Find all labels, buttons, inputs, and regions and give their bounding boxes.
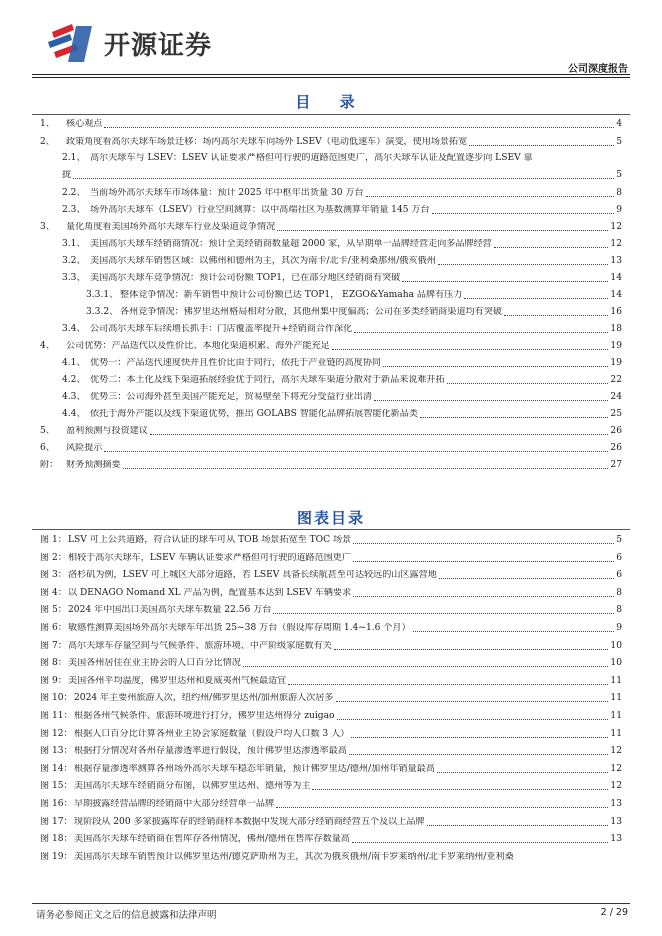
- entry-page: 12: [610, 239, 622, 249]
- entry-number: 2.3、: [62, 205, 86, 215]
- entry-text: 整体竞争情况：新车销售中预计公司份额已达 TOP1， EZGO&Yamaha 品牌有压力: [120, 290, 463, 300]
- dot-leader: [353, 561, 614, 562]
- entry-text: 根据人口百分比计算各州业主协会家庭数量（假设户均人口数 3 人）: [74, 728, 350, 739]
- dot-leader: [374, 400, 609, 401]
- toc-entry[interactable]: [62, 375, 622, 386]
- figure-entry[interactable]: [40, 676, 622, 687]
- dot-leader: [123, 468, 609, 469]
- header-divider: [32, 74, 630, 75]
- entry-number: 图 5：: [40, 605, 67, 616]
- entry-number: 3.4、: [62, 324, 86, 334]
- entry-number: 图 11：: [40, 711, 73, 721]
- entry-text: 美国高尔夫球车竞争情况：预计公司份额 TOP1，已在部分地区经销商有突破: [90, 273, 401, 283]
- dot-leader: [277, 230, 608, 231]
- dot-leader: [447, 383, 609, 384]
- toc-title-rule: [32, 114, 630, 115]
- figure-entry[interactable]: [40, 658, 622, 669]
- entry-page: 8: [616, 587, 622, 598]
- dot-leader: [334, 649, 609, 650]
- entry-text: 当前场外高尔夫球车市场体量：预计 2025 年中枢年出货量 30 万台: [90, 188, 364, 198]
- figure-entry[interactable]: [40, 746, 622, 757]
- dot-leader: [337, 719, 609, 720]
- entry-text: 2024 年主要州旅游人次，纽约州/佛罗里达州/加州旅游人次居多: [74, 693, 334, 704]
- toc-entry[interactable]: [62, 205, 622, 216]
- dot-leader: [336, 701, 609, 702]
- dot-leader: [383, 366, 608, 367]
- toc-entry[interactable]: [62, 239, 622, 250]
- entry-number: 图 10：: [40, 693, 73, 704]
- figure-entry[interactable]: [40, 852, 622, 863]
- entry-page: 24: [610, 392, 622, 402]
- entry-text: 风险提示: [66, 443, 103, 453]
- entry-text: 各州竞争情况：佛罗里达州格局相对分散，其他州集中度偏高；公司在多类经销商渠道均有突破: [120, 307, 502, 317]
- entry-text: 优势三：公司海外甚至美国产能充足，贸易壁垒下将充分受益行业出清: [90, 392, 372, 402]
- dot-leader: [437, 772, 609, 773]
- toc-entry[interactable]: [62, 392, 622, 403]
- figure-entry[interactable]: [40, 711, 622, 722]
- entry-number: 图 16：: [40, 799, 73, 809]
- entry-number: 3、: [40, 222, 55, 232]
- entry-number: 2.2、: [62, 188, 86, 198]
- entry-number: 2.1、: [62, 153, 86, 163]
- toc-entry[interactable]: [62, 358, 622, 369]
- entry-number: 4.4、: [62, 409, 86, 419]
- entry-page: 4: [616, 119, 622, 129]
- entry-text: 美国高尔夫球车经销商分布图，以佛罗里达州、德州等为主: [74, 781, 311, 792]
- dot-leader: [312, 789, 608, 790]
- dot-leader: [104, 451, 608, 452]
- toc-entry[interactable]: [62, 256, 622, 267]
- dot-leader: [402, 281, 608, 282]
- figure-entry[interactable]: [40, 693, 622, 704]
- entry-page: 26: [610, 426, 622, 436]
- entry-number: 图 6：: [40, 623, 67, 633]
- entry-text: 以 DENAGO Nomand XL 产品为例，配置基本达到 LSEV 车辆要求: [68, 587, 352, 598]
- entry-number: 图 9：: [40, 675, 67, 686]
- figure-entry[interactable]: [40, 799, 622, 810]
- dot-leader: [351, 737, 608, 738]
- entry-page: 25: [610, 409, 622, 419]
- entry-page: 27: [610, 460, 622, 470]
- toc-entry[interactable]: [40, 119, 622, 130]
- entry-text: 根据存量渗透率测算各州场外高尔夫球车稳态年销量，预计佛罗里达/德州/加州年销量最高: [74, 763, 435, 774]
- toc-entry[interactable]: [62, 188, 622, 199]
- entry-page: 18: [610, 324, 622, 334]
- entry-page: 13: [610, 816, 622, 827]
- entry-text: 公司优势：产品迭代以及性价比、本地化渠道积累、海外产能充足: [66, 341, 330, 351]
- entry-text: 高尔夫球车与 LSEV：LSEV 认证要求严格但可行驶的道路范围更广，高尔夫球车认证及配置逐步向 LSEV 靠: [90, 153, 533, 163]
- dot-leader: [273, 613, 614, 614]
- entry-number: 5、: [40, 426, 55, 436]
- entry-text: LSV 可上公共道路，符合认证的球车可从 TOB 场景拓宽至 TOC 场景: [68, 535, 352, 545]
- entry-number: 图 3：: [40, 570, 67, 581]
- dot-leader: [349, 754, 609, 755]
- entry-page: 5: [616, 170, 622, 180]
- dot-leader: [104, 127, 614, 128]
- entry-page: 19: [610, 341, 622, 351]
- entry-text: 美国各州居住在业主协会的人口百分比情况: [68, 658, 241, 669]
- toc-entry[interactable]: [62, 409, 622, 420]
- dot-leader: [469, 145, 614, 146]
- entry-page: 12: [610, 781, 622, 792]
- brand-mark-icon: [46, 22, 100, 66]
- entry-text: 相较于高尔夫球车，LSEV 车辆认证要求严格但可行驶的道路范围更广: [68, 552, 351, 563]
- entry-number: 图 14：: [40, 763, 73, 774]
- entry-text: 高尔夫球车存量空间与气候条件、旅游环境、中产阶级家庭数有关: [68, 640, 332, 651]
- dot-leader: [150, 434, 609, 435]
- entry-number: 4.2、: [62, 375, 86, 385]
- figures-title: 图表目录: [296, 509, 365, 527]
- entry-page: 13: [610, 256, 622, 266]
- entry-number: 6、: [40, 443, 55, 453]
- brand-logo: [46, 22, 246, 66]
- toc-entry[interactable]: [40, 222, 622, 233]
- entry-page: 11: [610, 711, 622, 721]
- entry-page: 19: [610, 358, 622, 368]
- entry-number: 3.3.2、: [86, 307, 119, 317]
- dot-leader: [332, 349, 609, 350]
- entry-number: 附：: [40, 460, 59, 470]
- entry-number: 4.3、: [62, 392, 86, 402]
- entry-text: 量化角度看美国场外高尔夫球车行业及渠道竞争情况: [66, 222, 276, 232]
- dot-leader: [288, 684, 608, 685]
- entry-page: 8: [616, 605, 622, 616]
- brand-name: 开源证券: [104, 31, 213, 61]
- entry-number: 3.2、: [62, 256, 86, 266]
- toc-entry-continued[interactable]: [62, 170, 622, 181]
- figure-entry[interactable]: [40, 570, 622, 581]
- figure-entry[interactable]: [40, 553, 622, 564]
- figure-entry[interactable]: [40, 605, 622, 616]
- entry-text: 根据各州气候条件、旅游环境进行打分，佛罗里达州得分 zuigao: [74, 711, 335, 721]
- entry-text: 公司高尔夫球车后续增长抓手：门店覆盖率提升+经销商合作深化: [90, 324, 353, 334]
- dot-leader: [427, 825, 609, 826]
- toc-title: 目 录: [295, 93, 367, 111]
- entry-page: 11: [610, 675, 622, 686]
- entry-number: 图 4：: [40, 587, 67, 598]
- entry-number: 2、: [40, 137, 55, 147]
- toc-entry[interactable]: [40, 137, 622, 148]
- entry-text: 美国各州平均温度，佛罗里达州和夏威夷州气候最适宜: [68, 675, 287, 686]
- toc-entry[interactable]: [62, 324, 622, 335]
- entry-text-continued: 拢: [62, 170, 72, 180]
- figure-entry[interactable]: [40, 641, 622, 652]
- toc-entry[interactable]: [40, 426, 622, 437]
- entry-page: 10: [610, 658, 622, 669]
- entry-number: 3.3.1、: [86, 290, 119, 300]
- entry-page: 11: [610, 728, 622, 739]
- entry-page: 13: [610, 834, 622, 845]
- entry-number: 4、: [40, 341, 55, 351]
- dot-leader: [439, 578, 614, 579]
- figure-entry[interactable]: [40, 535, 622, 546]
- entry-page: 12: [610, 222, 622, 232]
- toc-entry[interactable]: [40, 443, 622, 454]
- entry-number: 图 8：: [40, 658, 67, 669]
- dot-leader: [438, 264, 609, 265]
- entry-page: 5: [616, 137, 622, 147]
- toc-entry[interactable]: [86, 290, 622, 301]
- entry-page: 26: [610, 443, 622, 453]
- entry-page: 22: [610, 375, 622, 385]
- figure-entry[interactable]: [40, 729, 622, 740]
- entry-text: 现阶段从 200 多家披露库存的经销商样本数据中发现大部分经销商经营五个及以上品牌: [74, 816, 425, 827]
- entry-number: 图 15：: [40, 781, 73, 792]
- dot-leader: [366, 196, 615, 197]
- dot-leader: [73, 178, 614, 179]
- entry-text: 敏感性测算美国场外高尔夫球车年出货 25~38 万台（假设库存周期 1.4~1.6 个月）: [68, 623, 411, 633]
- footer-disclaimer: 请务必参阅正文之后的信息披露和法律声明: [36, 910, 217, 921]
- entry-page: 6: [616, 552, 622, 563]
- figure-entry[interactable]: [40, 588, 622, 599]
- header-divider-thin: [32, 77, 630, 78]
- entry-number: 4.1、: [62, 358, 86, 368]
- footer-divider: [32, 903, 630, 904]
- dot-leader: [243, 666, 609, 667]
- dot-leader: [494, 247, 609, 248]
- entry-number: 图 7：: [40, 640, 67, 651]
- entry-text: 核心观点: [66, 119, 103, 129]
- entry-number: 1、: [40, 119, 55, 129]
- dot-leader: [420, 417, 608, 418]
- entry-text: 场外高尔夫球车（LSEV）行业空间测算：以中高端社区为基数测算年销量 145 万台: [90, 205, 430, 215]
- toc-entry[interactable]: [40, 341, 622, 352]
- figure-entry[interactable]: [40, 623, 622, 634]
- entry-text: 财务预测摘要: [66, 460, 121, 470]
- entry-number: 图 2：: [40, 552, 67, 563]
- dot-leader: [464, 298, 608, 299]
- entry-page: 14: [610, 290, 622, 300]
- entry-text: 依托于海外产能以及线下渠道优势，推出 GOLABS 智能化品牌拓展智能化新品类: [90, 409, 418, 419]
- figures-title-rule: [32, 529, 630, 530]
- entry-text: 政策角度看高尔夫球车场景迁移：场内高尔夫球车向场外 LSEV（电动低速车）演变，使用场景拓宽: [66, 137, 468, 147]
- entry-number: 3.3、: [62, 273, 86, 283]
- entry-text: 美国高尔夫球车销售区域：以佛州和德州为主，其次为南卡/北卡/亚利桑那州/俄亥俄州: [90, 256, 436, 266]
- dot-leader: [504, 315, 608, 316]
- toc-entry[interactable]: [62, 153, 622, 164]
- figure-entry[interactable]: [40, 817, 622, 828]
- entry-number: 图 1：: [40, 535, 67, 545]
- figure-entry[interactable]: [40, 834, 622, 845]
- entry-text: 早期披露经营品牌的经销商中大部分经营单一品牌: [74, 799, 275, 809]
- entry-page: 12: [610, 746, 622, 757]
- dot-leader: [352, 842, 609, 843]
- entry-text: 优势一：产品迭代速度快并且性价比由于同行，依托于产业链的高度协同: [90, 358, 382, 368]
- entry-number: 图 18：: [40, 834, 73, 845]
- page-indicator: 2 / 29: [600, 907, 628, 918]
- entry-page: 11: [610, 693, 622, 704]
- entry-page: 13: [610, 799, 622, 809]
- dot-leader: [354, 332, 608, 333]
- entry-page: 8: [616, 188, 622, 198]
- entry-number: 图 12：: [40, 728, 73, 739]
- toc-entry[interactable]: [86, 307, 622, 318]
- figure-entry[interactable]: [40, 781, 622, 792]
- entry-text: 根据打分情况对各州存量渗透率进行假设，预计佛罗里达渗透率最高: [74, 746, 347, 757]
- entry-number: 图 13：: [40, 746, 73, 757]
- entry-text: 美国高尔夫球车销售预计以佛罗里达州/德克萨斯州为主，其次为俄亥俄州/南卡罗莱纳州/北卡罗莱纳州/亚利桑: [74, 851, 514, 862]
- dot-leader: [276, 807, 608, 808]
- entry-text: 盈利预测与投资建议: [66, 426, 148, 436]
- entry-text: 2024 年中国出口美国高尔夫球车数量 22.56 万台: [68, 605, 272, 616]
- entry-page: 12: [610, 763, 622, 774]
- entry-text: 洛杉矶为例，LSEV 可上城区大部分道路，若 LSEV 具备长续航甚至可达较远的山区露营地: [68, 570, 437, 581]
- entry-text: 优势二：本土化及线下渠道拓展经验优于同行，高尔夫球车渠道分散对于新品来说难开拓: [90, 375, 445, 385]
- entry-page: 10: [610, 640, 622, 651]
- entry-page: 9: [616, 205, 622, 215]
- dot-leader: [413, 631, 615, 632]
- dot-leader: [432, 213, 615, 214]
- entry-page: 6: [616, 570, 622, 581]
- figure-entry[interactable]: [40, 764, 622, 775]
- entry-text: 美国高尔夫球车经销商情况：预计全美经销商数量超 2000 家，从早期单一品牌经营走向多品牌经营: [90, 239, 492, 249]
- report-type: 公司深度报告: [568, 64, 628, 75]
- dot-leader: [353, 596, 614, 597]
- entry-number: 图 19：: [40, 851, 73, 862]
- entry-text: 美国高尔夫球车经销商在售库存各州情况，佛州/德州在售库存数量高: [74, 834, 350, 845]
- entry-page: 16: [610, 307, 622, 317]
- entry-page: 14: [610, 273, 622, 283]
- entry-number: 3.1、: [62, 239, 86, 249]
- toc-entry[interactable]: [40, 460, 622, 471]
- dot-leader: [353, 543, 614, 544]
- entry-number: 图 17：: [40, 816, 73, 827]
- toc-entry[interactable]: [62, 273, 622, 284]
- entry-page: 9: [616, 623, 622, 633]
- entry-page: 5: [616, 535, 622, 545]
